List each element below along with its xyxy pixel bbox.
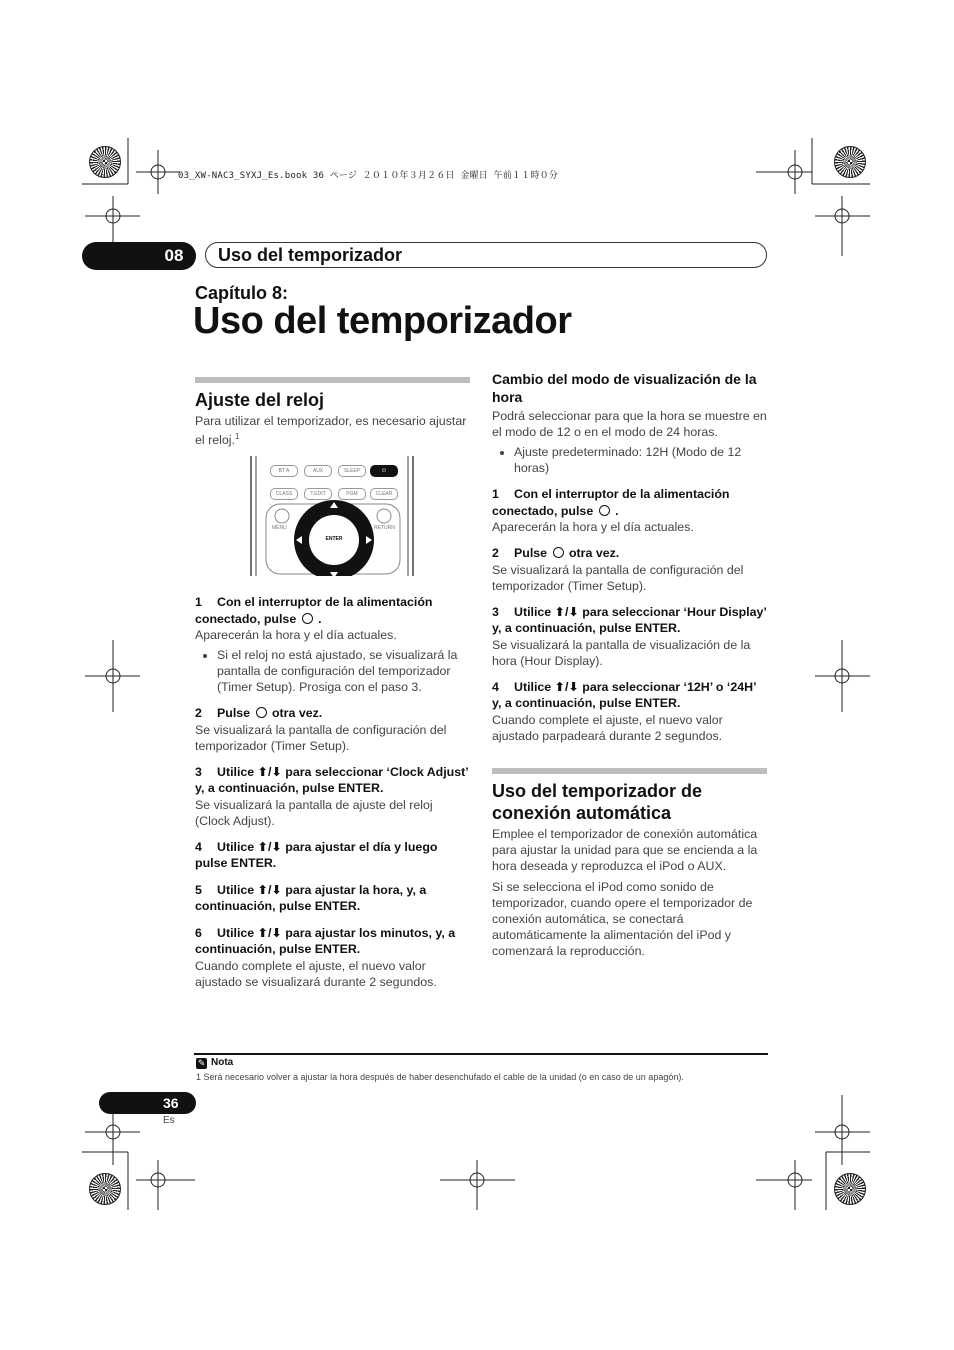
step-4-title: 4 Utilice ⬆/⬇ para seleccionar ‘12H’ o ‘24H’ y, a continuación, pulse ENTER. (492, 679, 756, 710)
clock-icon (599, 505, 610, 516)
remote-btn-aux: AUX (304, 465, 332, 477)
remote-label-return: RETURN (374, 525, 395, 531)
chapter-title-bar (205, 242, 767, 268)
auto-timer-paragraph-1: Emplee el temporizador de conexión automática para ajustar la unidad para que se encienda a la hora deseada y reproduzca el iPod o AUX. (492, 826, 758, 873)
section-heading-clock: Ajuste del reloj (195, 390, 325, 410)
page-number: 36 (99, 1092, 196, 1114)
language-code: Es (163, 1115, 175, 1126)
step-4-title: 4 Utilice ⬆/⬇ para ajustar el día y luego pulse ENTER. (195, 839, 438, 871)
remote-control-illustration (250, 456, 414, 576)
clock-icon (256, 707, 267, 718)
step-1-title: 1 Con el interruptor de la alimentación conectado, pulse . (492, 487, 730, 518)
remote-label-enter: ENTER (325, 536, 343, 542)
note-label: Nota (211, 1057, 234, 1068)
step-6-title: 6 Utilice ⬆/⬇ para ajustar los minutos, y, a continuación, pulse ENTER. (195, 925, 456, 957)
step-1-bullets (195, 647, 470, 695)
step-2-body: Se visualizará la pantalla de configuración del temporizador (Timer Setup). (195, 722, 447, 753)
list-item: • Si el reloj no está ajustado, se visualizará la pantalla de configuración del temporizador (Timer Setup). Prosiga con el paso 3. (217, 647, 470, 695)
intro-text: Para utilizar el temporizador, es necesario ajustar el reloj.$^1$ (195, 414, 467, 448)
remote-btn-sleep: SLEEP (338, 465, 366, 477)
default-bullet-list (492, 444, 767, 476)
section-heading-hour-mode: Cambio del modo de visualización de la hora (492, 371, 757, 405)
step-3-title: 3 Utilice ⬆/⬇ para seleccionar ‘Clock Adjust’ y, a continuación, pulse ENTER. (195, 764, 468, 796)
step-6-body: Cuando complete el ajuste, el nuevo valor ajustado se visualizará durante 2 segundos. (195, 958, 437, 989)
clock-icon (553, 547, 564, 558)
step-3-title: 3 Utilice ⬆/⬇ para seleccionar ‘Hour Display’ y, a continuación, pulse ENTER. (492, 604, 767, 635)
chapter-title: Uso del temporizador (218, 245, 403, 265)
section-rule (195, 377, 470, 383)
list-item: • Ajuste predeterminado: 12H (Modo de 12 horas) (514, 444, 767, 476)
step-1-body: Aparecerán la hora y el día actuales. (195, 628, 397, 643)
intro-text: Podrá seleccionar para que la hora se muestre en el modo de 12 o en el modo de 24 horas. (492, 409, 767, 439)
auto-timer-paragraph-2: Si se selecciona el iPod como sonido de temporizador, cuando opere el temporizador de conexión automática, se conectará automáticamente la alimentación del iPod y comenzará la reproducción. (492, 879, 753, 958)
section-rule (492, 768, 767, 774)
remote-btn-tedit: T.EDIT (304, 488, 332, 500)
step-5-title: 5 Utilice ⬆/⬇ para ajustar la hora, y, a continuación, pulse ENTER. (195, 882, 427, 914)
note-rule (194, 1053, 768, 1055)
step-2-title: 2 Pulse otra vez. (492, 546, 620, 560)
remote-label-menu: MENU (272, 525, 287, 531)
remote-btn-power: ⏻ (370, 465, 398, 477)
step-2-title: 2 Pulse otra vez. (195, 706, 323, 721)
chapter-number-badge: 08 (82, 242, 196, 270)
right-column (492, 370, 767, 959)
step-4-body: Cuando complete el ajuste, el nuevo valor ajustado parpadeará durante 2 segundos. (492, 712, 723, 743)
page-title: Uso del temporizador (193, 300, 572, 342)
chapter-label: Capítulo 8: (195, 283, 288, 303)
remote-btn-bt: BT A (270, 465, 298, 477)
note-text: 1 Será necesario volver a ajustar la hora después de haber desenchufado el cable de la unidad (o en caso de un apagón). (196, 1072, 684, 1082)
step-1-title: 1 Con el interruptor de la alimentación conectado, pulse . (195, 595, 433, 626)
step-3-body: Se visualizará la pantalla de ajuste del reloj (Clock Adjust). (195, 797, 433, 828)
remote-btn-pgm: PGM (338, 488, 366, 500)
step-3-body: Se visualizará la pantalla de visualización de la hora (Hour Display). (492, 637, 751, 668)
remote-btn-clear: CLEAR (370, 488, 398, 500)
step-1-body: Aparecerán la hora y el día actuales. (492, 520, 694, 534)
clock-icon (302, 613, 313, 624)
note-icon: ✎ (197, 1058, 206, 1068)
remote-btn-class: CLASS (270, 488, 298, 500)
step-2-body: Se visualizará la pantalla de configuración del temporizador (Timer Setup). (492, 562, 744, 593)
file-header: 03_XW-NAC3_SYXJ_Es.book 36 ページ ２０１０年３月２６日 金曜日 午前１１時０分 (178, 171, 558, 181)
footnote-ref: 1 (234, 432, 240, 441)
section-heading-auto-timer: Uso del temporizador de conexión automática (492, 780, 703, 823)
